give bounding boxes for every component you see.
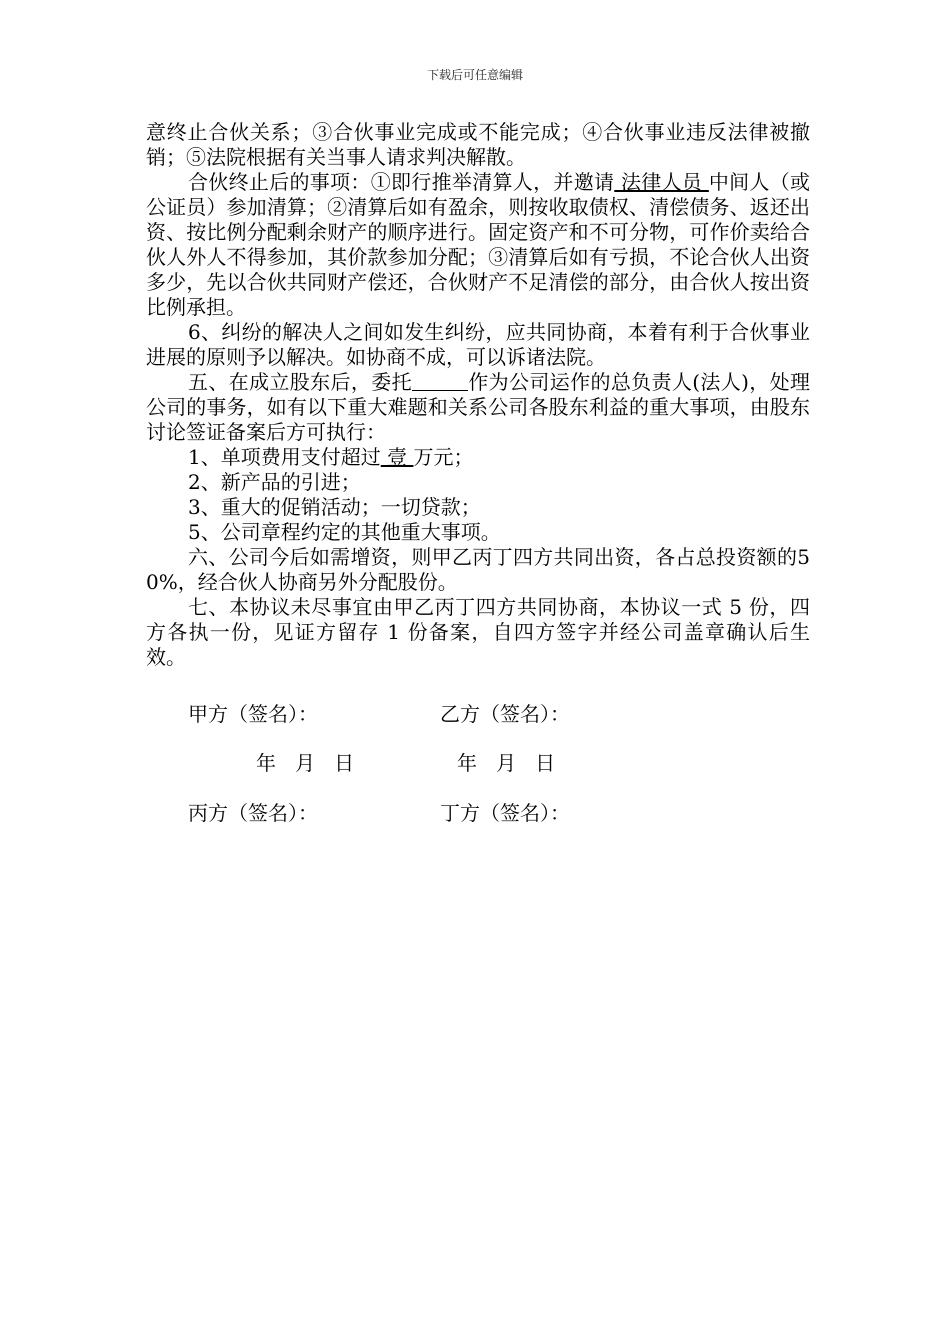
list-item-text: 1、单项费用支付超过 xyxy=(188,445,381,469)
document-body xyxy=(146,120,810,670)
paragraph-capital-increase: 六、公司今后如需增资，则甲乙丙丁四方共同出资，各占总投资额的50%，经合伙人协商另外分配股份。 xyxy=(146,545,810,594)
signature-party-c: 丙方（签名）： xyxy=(188,801,318,825)
blank-line xyxy=(412,372,468,391)
paragraph-text: 合伙终止后的事项：①即行推举清算人，并邀请 xyxy=(188,170,615,194)
list-item: 3、重大的促销活动；一切贷款； xyxy=(188,495,481,519)
list-item xyxy=(146,445,810,470)
underlined-text: 法律人员 xyxy=(614,170,709,194)
signature-party-d: 丁方（签名）： xyxy=(440,801,570,825)
paragraph-management xyxy=(146,370,810,445)
paragraph-post-termination xyxy=(146,170,810,320)
signature-party-a: 甲方（签名）： xyxy=(188,702,318,726)
page-header: 下载后可任意编辑 xyxy=(426,68,523,82)
paragraph-dissolution-causes: 意终止合伙关系；③合伙事业完成或不能完成；④合伙事业违反法律被撤销；⑤法院根据有关当事人请求判决解散。 xyxy=(146,120,810,169)
paragraph-text: 作为公司运作的总负责人(法人)，处理公司的事务，如有以下重大难题和关系公司各股东利益的重大事项，由股东讨论签证备案后方可执行： xyxy=(146,370,811,444)
date-party-a: 年 月 日 xyxy=(256,751,355,775)
signature-party-b: 乙方（签名）： xyxy=(440,702,570,726)
underlined-text: 壹 xyxy=(380,445,414,469)
paragraph-text: 五、在成立股东后，委托 xyxy=(188,370,412,394)
paragraph-final-clause: 七、本协议未尽事宜由甲乙丙丁四方共同协商，本协议一式 5 份，四方各执一份，见证方留存 1 份备案，自四方签字并经公司盖章确认后生效。 xyxy=(146,595,810,669)
paragraph-dispute-resolution: 6、纠纷的解决人之间如发生纠纷，应共同协商，本着有利于合伙事业进展的原则予以解决。如协商不成，可以诉诸法院。 xyxy=(146,320,810,369)
list-item: 2、新产品的引进； xyxy=(188,470,361,494)
date-party-b: 年 月 日 xyxy=(457,751,556,775)
list-item-text: 万元； xyxy=(413,445,474,469)
list-item: 5、公司章程约定的其他重大事项。 xyxy=(188,520,501,544)
paragraph-text: 中间人（或公证员）参加清算；②清算后如有盈余，则按收取债权、清偿债务、返还出资、按比例分配剩余财产的顺序进行。固定资产和不可分物，可作价卖给合伙人外人不得参加，其价款参加分配；③清算后如有亏损，不论合伙人出资多少，先以合伙共同财产偿还，合伙财产不足清偿的部分，由合伙人按出资比例承担。 xyxy=(146,170,811,319)
